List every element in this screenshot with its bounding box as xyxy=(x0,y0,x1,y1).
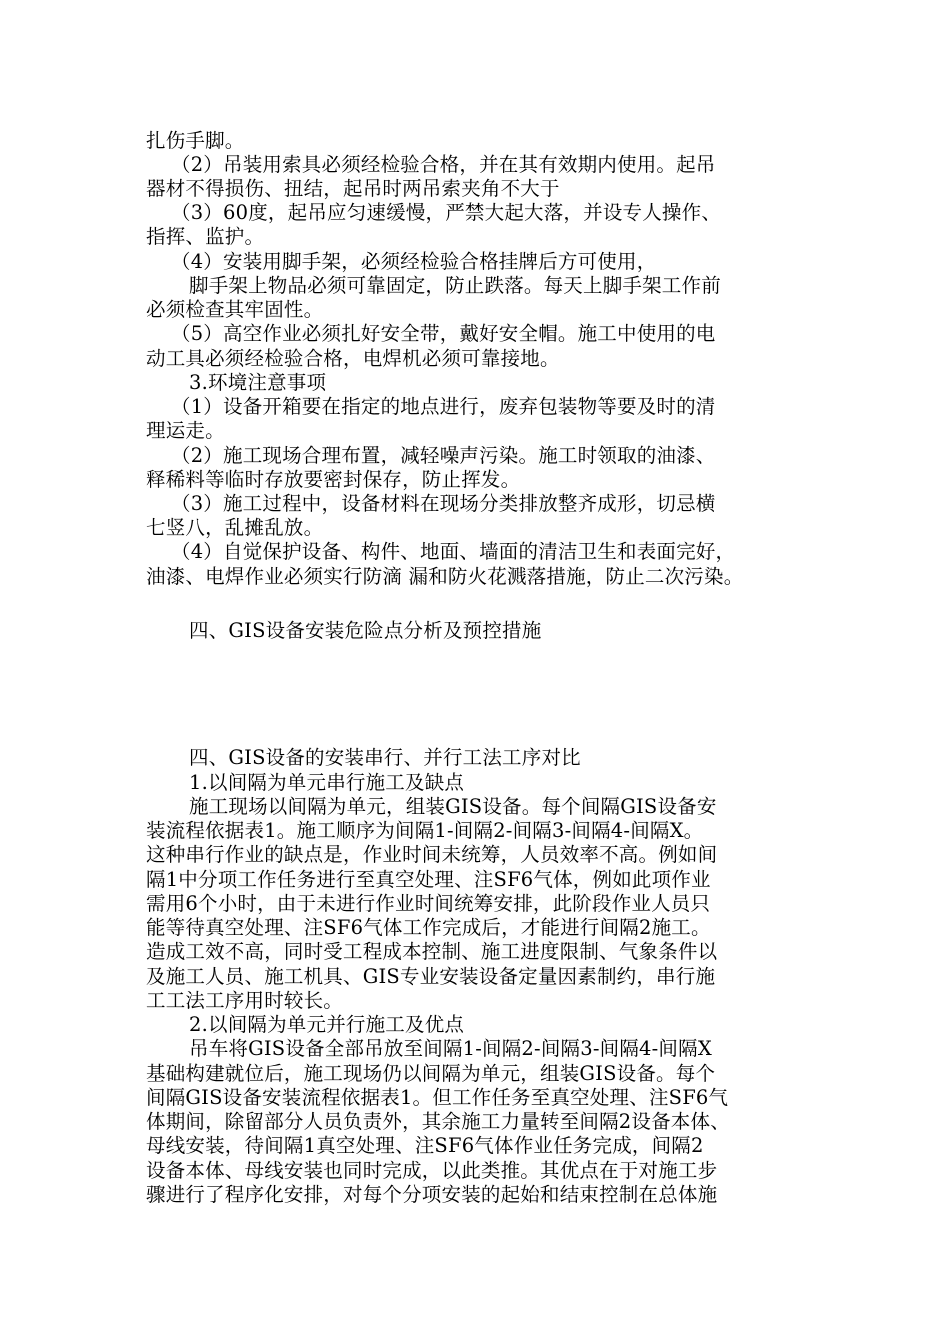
body-line: 基础构建就位后，施工现场仍以间隔为单元，组装GIS设备。每个 xyxy=(146,1062,716,1085)
list-item: （4）自觉保护设备、构件、地面、墙面的清洁卫生和表面完好， xyxy=(171,540,736,563)
body-line: 理运走。 xyxy=(146,419,225,442)
subsection-heading: 1.以间隔为单元串行施工及缺点 xyxy=(189,771,465,794)
body-line: 造成工效不高，同时受工程成本控制、施工进度限制、气象条件以 xyxy=(146,940,718,963)
body-line: 释稀料等临时存放要密封保存，防止挥发。 xyxy=(146,468,521,491)
body-line: 必须检查其牢固性。 xyxy=(146,298,324,321)
body-line: 器材不得损伤、扭结，起吊时两吊索夹角不大于 xyxy=(146,177,560,200)
body-line: 吊车将GIS设备全部吊放至间隔1-间隔2-间隔3-间隔4-间隔X xyxy=(189,1037,712,1060)
body-line: 油漆、电焊作业必须实行防滴 漏和防火花溅落措施，防止二次污染。 xyxy=(146,565,744,588)
section-heading: 四、GIS设备安装危险点分析及预控措施 xyxy=(189,619,542,642)
body-line: 动工具必须经检验合格，电焊机必须可靠接地。 xyxy=(146,347,560,370)
subsection-heading: 2.以间隔为单元并行施工及优点 xyxy=(189,1013,465,1036)
body-line: 体期间，除留部分人员负责外，其余施工力量转至间隔2设备本体、 xyxy=(146,1110,730,1133)
body-line: 这种串行作业的缺点是，作业时间未统筹，人员效率不高。例如间 xyxy=(146,843,718,866)
body-line: 需用6个小时，由于未进行作业时间统筹安排，此阶段作业人员只 xyxy=(146,892,711,915)
body-line: 及施工人员、施工机具、GIS专业安装设备定量因素制约，串行施 xyxy=(146,965,716,988)
body-line: 母线安装，待间隔1真空处理、注SF6气体作业任务完成，间隔2 xyxy=(146,1134,704,1157)
list-item: （1）设备开箱要在指定的地点进行，废弃包装物等要及时的清 xyxy=(171,395,716,418)
body-line: 指挥、监护。 xyxy=(146,225,265,248)
list-item: （3）施工过程中，设备材料在现场分类排放整齐成形，切忌横 xyxy=(171,492,716,515)
body-line: 隔1中分项工作任务进行至真空处理、注SF6气体，例如此项作业 xyxy=(146,868,711,891)
body-line: 装流程依据表1。施工顺序为间隔1-间隔2-间隔3-间隔4-间隔X。 xyxy=(146,819,704,842)
section-heading: 3.环境注意事项 xyxy=(189,371,327,394)
list-item: （2）施工现场合理布置，减轻噪声污染。施工时领取的油漆、 xyxy=(171,444,716,467)
list-item: （4）安装用脚手架，必须经检验合格挂牌后方可使用， xyxy=(171,250,657,273)
body-line: 间隔GIS设备安装流程依据表1。但工作任务至真空处理、注SF6气 xyxy=(146,1086,729,1109)
body-line: 骤进行了程序化安排，对每个分项安装的起始和结束控制在总体施 xyxy=(146,1183,718,1206)
body-line: 脚手架上物品必须可靠固定，防止跌落。每天上脚手架工作前 xyxy=(189,274,721,297)
body-line: 扎伤手脚。 xyxy=(146,129,245,152)
body-line: 施工现场以间隔为单元，组装GIS设备。每个间隔GIS设备安 xyxy=(189,795,717,818)
body-line: 工工法工序用时较长。 xyxy=(146,989,344,1012)
list-item: （3）60度，起吊应匀速缓慢，严禁大起大落，并设专人操作、 xyxy=(171,201,722,224)
list-item: （5）高空作业必须扎好安全带，戴好安全帽。施工中使用的电 xyxy=(171,322,716,345)
section-heading: 四、GIS设备的安装串行、并行工法工序对比 xyxy=(189,746,581,769)
body-line: 能等待真空处理、注SF6气体工作完成后，才能进行间隔2施工。 xyxy=(146,916,711,939)
body-line: 七竖八，乱摊乱放。 xyxy=(146,516,324,539)
list-item: （2）吊装用索具必须经检验合格，并在其有效期内使用。起吊 xyxy=(171,153,716,176)
body-line: 设备本体、母线安装也同时完成，以此类推。其优点在于对施工步 xyxy=(146,1159,718,1182)
